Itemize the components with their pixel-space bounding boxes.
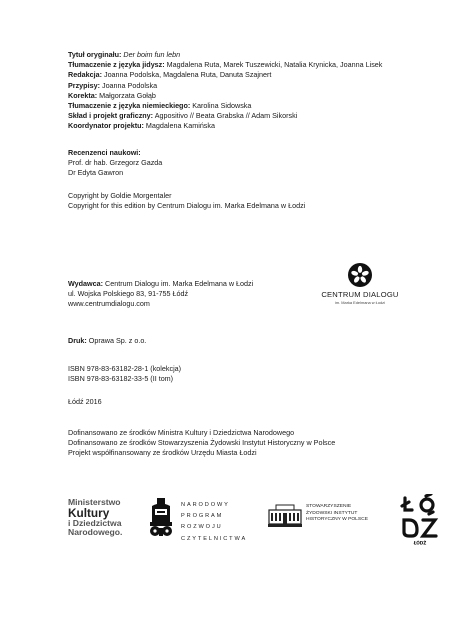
centrum-dialogu-logo — [320, 262, 400, 305]
funding-line: Dofinansowano ze środków Stowarzyszenia Żydowski Instytut Historyczny w Polsce — [68, 438, 336, 448]
credit-value: Joanna Podolska, Magdalena Ruta, Danuta Szajnert — [103, 70, 272, 80]
place-year — [68, 397, 102, 407]
publisher-name: Centrum Dialogu im. Marka Edelmana w Łodzi — [105, 279, 254, 288]
nprc-word: CZYTELNICTWA — [181, 535, 248, 542]
zih-line: HISTORYCZNY W POLSCE — [306, 517, 368, 523]
print-block — [68, 336, 146, 346]
ministry-logo-line: Ministerstwo — [68, 497, 121, 507]
credit-label: Tytuł oryginału: — [68, 50, 122, 59]
zih-words — [306, 504, 368, 524]
star-flower-icon — [347, 262, 373, 288]
isbn-line: ISBN 978-83-63182-33-5 (II tom) — [68, 374, 174, 384]
place-year-text: Łódź 2016 — [68, 397, 102, 406]
building-icon — [268, 504, 302, 528]
lodz-city-logo-icon — [400, 494, 440, 546]
credit-line — [68, 91, 382, 101]
zih-line: STOWARZYSZENIE — [306, 504, 352, 509]
publisher-website[interactable]: www.centrumdialogu.com — [68, 299, 150, 309]
credit-label: Skład i projekt graficzny: — [68, 111, 154, 121]
credit-line — [68, 81, 382, 91]
credit-label: Korekta: — [68, 90, 98, 100]
credit-value: Magdalena Kamińska — [145, 121, 215, 131]
nprc-word: ROZWOJU — [181, 524, 223, 531]
publisher-block — [68, 279, 253, 310]
nprc-word: PROGRAM — [181, 513, 224, 520]
reviewer-name: Dr Edyta Gawron — [68, 168, 124, 178]
reviewers-block — [68, 148, 162, 179]
ministry-logo-line: i Dziedzictwa — [68, 518, 122, 528]
credit-line — [68, 70, 382, 80]
nprc-word: NARODOWY — [181, 502, 230, 508]
credit-value: Joanna Podolska — [101, 80, 158, 90]
credit-value: Der boim fun lebn — [123, 50, 181, 59]
credit-label: Koordynator projektu: — [68, 121, 144, 131]
credit-value: Małgorzata Gołąb — [99, 90, 156, 100]
credit-value: Karolina Sidowska — [192, 101, 252, 111]
copyright-line: Copyright by Goldie Morgentaler — [68, 191, 172, 200]
credit-label: Tłumaczenie z języka jidysz: — [68, 60, 165, 70]
lodz-city-logo — [400, 494, 440, 551]
credit-label: Redakcja: — [68, 70, 102, 80]
isbn-line: ISBN 978-83-63182-28-1 (kolekcja) — [68, 364, 182, 373]
ministry-logo-line: Kultury — [68, 506, 110, 520]
credit-line — [68, 101, 382, 111]
credit-value: Agpositivo // Beata Grabska // Adam Sikorski — [154, 111, 298, 121]
publisher-address: ul. Wojska Polskiego 83, 91-755 Łódź — [68, 289, 189, 299]
reviewer-name: Prof. dr hab. Grzegorz Gazda — [68, 158, 163, 168]
ministry-culture-logo — [68, 498, 122, 537]
reviewers-heading: Recenzenci naukowi: — [68, 148, 141, 157]
copyright-block — [68, 191, 305, 211]
lodz-caption: ŁÓDŹ — [413, 540, 427, 546]
credit-line — [68, 111, 382, 121]
centrum-dialogu-sub: im. Marka Edelmana w Łodzi — [335, 300, 385, 305]
publisher-label: Wydawca: — [68, 279, 104, 288]
centrum-dialogu-name: CENTRUM DIALOGU — [321, 290, 399, 299]
zih-line: ŻYDOWSKI INSTYTUT — [306, 510, 358, 516]
ministry-logo-line: Narodowego. — [68, 527, 123, 537]
credit-line — [68, 121, 382, 131]
copyright-line: Copyright for this edition by Centrum Dialogu im. Marka Edelmana w Łodzi — [68, 201, 306, 211]
print-value: Oprawa Sp. z o.o. — [88, 336, 147, 345]
locomotive-icon — [148, 498, 174, 538]
credits-block — [68, 50, 382, 132]
credit-line — [68, 50, 382, 60]
isbn-block — [68, 364, 181, 384]
credit-value: Magdalena Ruta, Marek Tuszewicki, Natalia Krynicka, Joanna Lisek — [166, 60, 383, 70]
print-label: Druk: — [68, 336, 87, 345]
credit-label: Przypisy: — [68, 80, 100, 90]
funding-block — [68, 428, 335, 459]
funding-line: Dofinansowano ze środków Ministra Kultury i Dziedzictwa Narodowego — [68, 428, 295, 437]
nprc-words — [181, 500, 247, 545]
credit-line — [68, 60, 382, 70]
funding-line: Projekt współfinansowany ze środków Urzędu Miasta Łodzi — [68, 448, 257, 458]
credit-label: Tłumaczenie z języka niemieckiego: — [68, 101, 191, 111]
